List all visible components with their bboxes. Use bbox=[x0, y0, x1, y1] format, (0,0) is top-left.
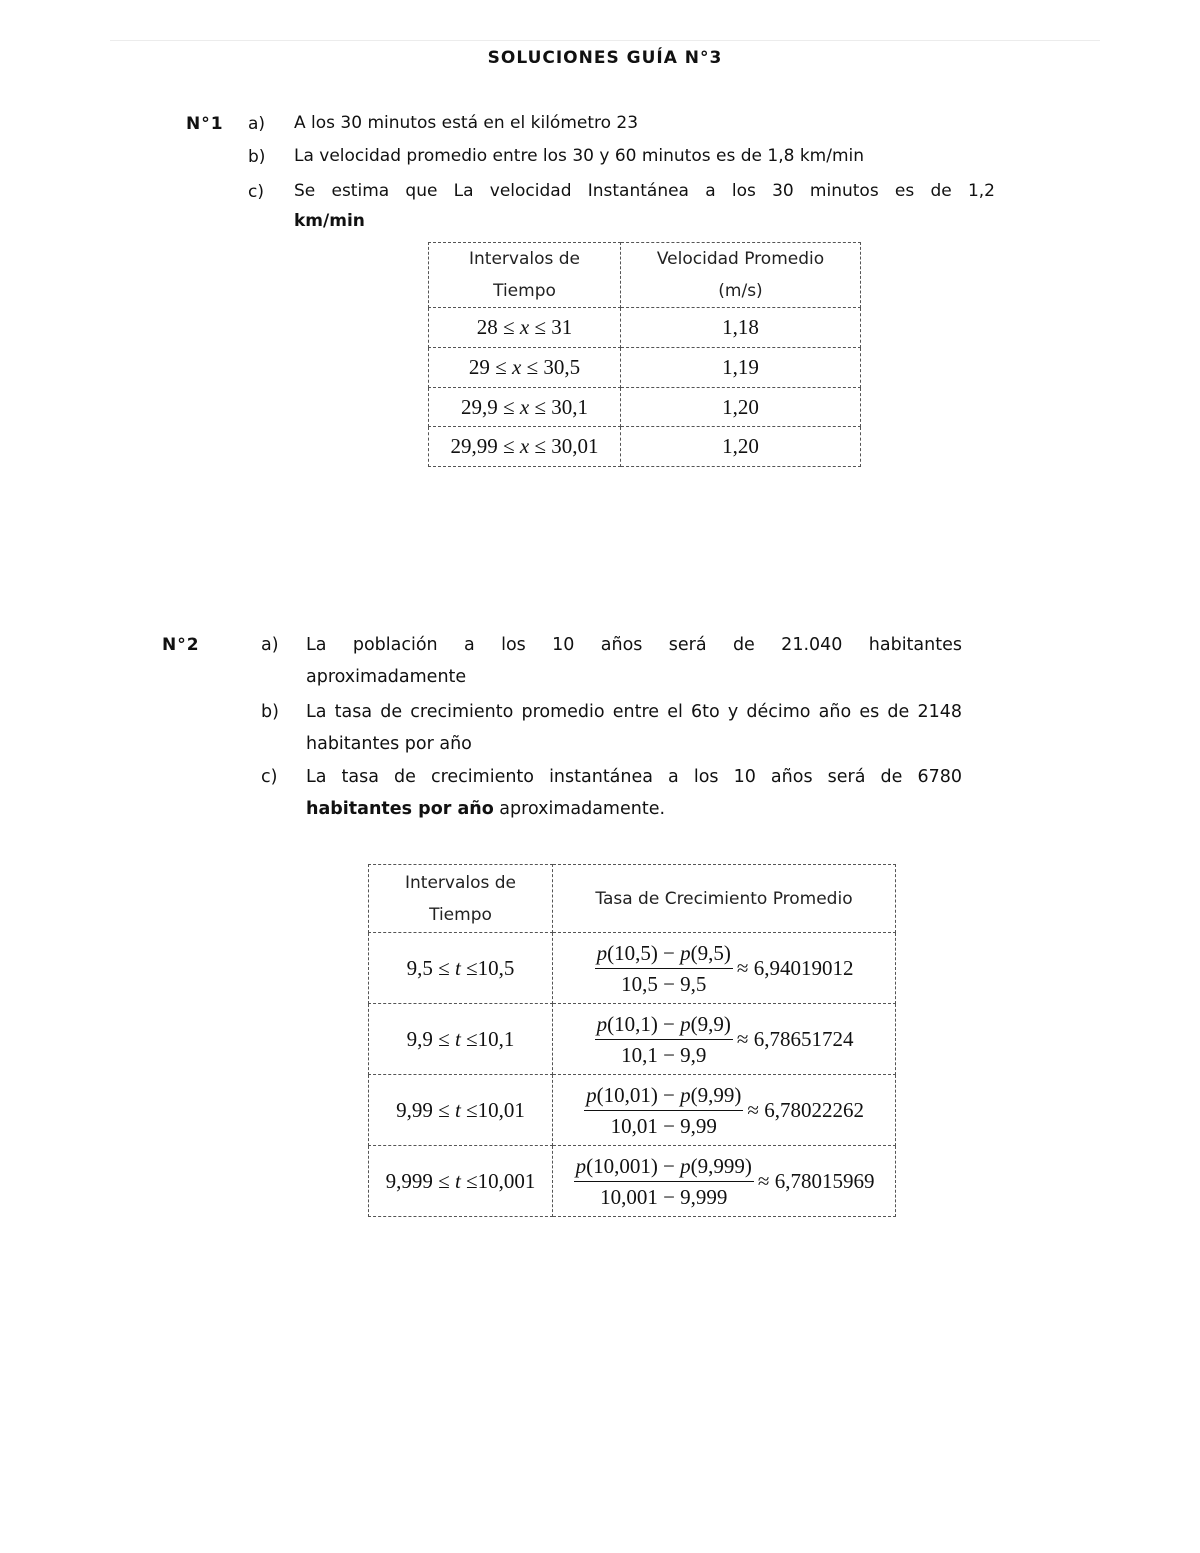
interval-lo: 29,9 bbox=[461, 394, 498, 419]
fraction-numerator: p(10,5) − p(9,5) bbox=[595, 940, 733, 969]
velocity-header-interval-line2: Tiempo bbox=[493, 281, 556, 301]
growth-table-header-row bbox=[369, 865, 896, 933]
table-row bbox=[369, 1004, 896, 1075]
interval-cell: 9,9 ≤ t ≤10,1 bbox=[369, 1004, 553, 1075]
page-title: SOLUCIONES GUÍA N°3 bbox=[487, 48, 723, 68]
section1-item-b-letter: b) bbox=[248, 147, 266, 167]
interval-hi: 10,01 bbox=[477, 1097, 525, 1122]
rate-value: 6,78015969 bbox=[774, 1168, 875, 1193]
section2-item-c-bold: habitantes por año bbox=[306, 799, 494, 819]
rate-fraction bbox=[574, 1153, 754, 1210]
velocity-header-velocity-line1: Velocidad Promedio bbox=[656, 249, 825, 269]
growth-table-header-interval bbox=[369, 865, 553, 933]
rate-fraction bbox=[595, 1011, 733, 1068]
section2-label: N°2 bbox=[162, 635, 200, 655]
rate-cell bbox=[553, 1146, 896, 1217]
interval-cell: 29 ≤ x ≤ 30,5 bbox=[429, 348, 621, 388]
section2-item-b-text bbox=[306, 696, 962, 760]
interval-cell: 9,99 ≤ t ≤10,01 bbox=[369, 1075, 553, 1146]
section2-item-b-line2: habitantes por año bbox=[306, 734, 472, 754]
interval-cell: 9,999 ≤ t ≤10,001 bbox=[369, 1146, 553, 1217]
velocity-table-header-velocity bbox=[621, 243, 861, 308]
rate-cell bbox=[553, 1075, 896, 1146]
velocity-header-interval-line1: Intervalos de bbox=[468, 249, 580, 269]
section2-item-c-line1: La tasa de crecimiento instantánea a los 10 años será de 6780 bbox=[306, 767, 962, 787]
section2-item-c-text bbox=[306, 761, 962, 825]
fraction-numerator: p(10,001) − p(9,999) bbox=[574, 1153, 754, 1182]
section1-item-a-letter: a) bbox=[248, 114, 266, 134]
interval-lo: 29 bbox=[468, 355, 490, 379]
rate-fraction bbox=[584, 1082, 743, 1139]
velocity-table bbox=[428, 242, 861, 467]
section2-item-a-letter: a) bbox=[261, 635, 279, 655]
section2-item-c-rest: aproximadamente. bbox=[493, 799, 666, 819]
num-b: 9,999 bbox=[697, 1153, 745, 1178]
section1-label: N°1 bbox=[186, 114, 224, 134]
approx-sign: ≈ bbox=[747, 1097, 759, 1122]
num-b: 9,99 bbox=[697, 1082, 735, 1107]
approx-sign: ≈ bbox=[736, 955, 749, 980]
interval-lo: 9,5 bbox=[406, 955, 433, 980]
approx-sign: ≈ bbox=[736, 1026, 749, 1051]
growth-header-interval-line1: Intervalos de bbox=[404, 872, 516, 893]
table-row bbox=[369, 1146, 896, 1217]
table-row bbox=[429, 427, 861, 467]
section2-item-c-line2 bbox=[306, 793, 962, 825]
section1-item-c-line1: Se estima que La velocidad Instantánea a los 30 minutos es de 1,2 bbox=[294, 181, 995, 201]
section1-item-b-text bbox=[294, 140, 994, 172]
num-a: 10,5 bbox=[614, 940, 651, 965]
fraction-numerator: p(10,1) − p(9,9) bbox=[595, 1011, 733, 1040]
interval-hi: 10,1 bbox=[477, 1026, 515, 1051]
velocity-value: 1,20 bbox=[621, 388, 861, 427]
section2-item-a-line2: aproximadamente bbox=[306, 667, 467, 687]
velocity-table-header-interval bbox=[429, 243, 621, 308]
section1-item-c-line2: km/min bbox=[294, 211, 365, 231]
section1-item-a-text bbox=[294, 107, 994, 139]
section2-item-a-line1: La población a los 10 años será de 21.040 habitantes bbox=[306, 635, 962, 655]
section2-item-c-letter: c) bbox=[261, 767, 278, 787]
rate-value: 6,94019012 bbox=[753, 955, 854, 980]
rate-value: 6,78022262 bbox=[764, 1097, 864, 1122]
interval-hi: 30,01 bbox=[551, 434, 599, 458]
section2-item-b-line1: La tasa de crecimiento promedio entre el 6to y décimo año es de 2148 bbox=[306, 702, 962, 722]
section2-item-a-text bbox=[306, 629, 962, 693]
table-row bbox=[369, 1075, 896, 1146]
fraction-denominator: 10,01 − 9,99 bbox=[610, 1113, 717, 1138]
interval-hi: 10,5 bbox=[477, 955, 515, 980]
interval-hi: 10,001 bbox=[477, 1168, 536, 1193]
num-a: 10,1 bbox=[614, 1011, 651, 1036]
section1-item-a-line: A los 30 minutos está en el kilómetro 23 bbox=[294, 113, 639, 133]
growth-header-interval-line2: Tiempo bbox=[429, 904, 492, 925]
section1-item-c-letter: c) bbox=[248, 182, 264, 202]
approx-sign: ≈ bbox=[757, 1168, 770, 1193]
num-a: 10,001 bbox=[593, 1153, 651, 1178]
interval-hi: 31 bbox=[551, 315, 573, 339]
interval-lo: 28 bbox=[476, 315, 498, 339]
num-b: 9,5 bbox=[697, 940, 724, 965]
velocity-value: 1,19 bbox=[621, 348, 861, 388]
fraction-numerator: p(10,01) − p(9,99) bbox=[584, 1082, 743, 1111]
growth-rate-table bbox=[368, 864, 896, 1217]
rate-fraction bbox=[595, 940, 733, 997]
interval-cell: 29,99 ≤ x ≤ 30,01 bbox=[429, 427, 621, 467]
rate-value: 6,78651724 bbox=[753, 1026, 854, 1051]
fraction-denominator: 10,001 − 9,999 bbox=[600, 1184, 728, 1209]
velocity-header-velocity-line2: (m/s) bbox=[718, 281, 763, 301]
interval-lo: 9,99 bbox=[396, 1097, 433, 1122]
velocity-value: 1,20 bbox=[621, 427, 861, 467]
fraction-denominator: 10,1 − 9,9 bbox=[621, 1042, 707, 1067]
table-row bbox=[429, 348, 861, 388]
interval-cell: 9,5 ≤ t ≤10,5 bbox=[369, 933, 553, 1004]
section2-item-b-letter: b) bbox=[261, 702, 279, 722]
velocity-table-header-row bbox=[429, 243, 861, 308]
rate-cell bbox=[553, 933, 896, 1004]
interval-lo: 29,99 bbox=[450, 434, 498, 458]
table-row bbox=[369, 933, 896, 1004]
section1-item-b-line: La velocidad promedio entre los 30 y 60 minutos es de 1,8 km/min bbox=[294, 146, 865, 166]
interval-lo: 9,9 bbox=[406, 1026, 433, 1051]
interval-hi: 30,1 bbox=[551, 394, 588, 419]
table-row bbox=[429, 388, 861, 427]
interval-cell: 28 ≤ x ≤ 31 bbox=[429, 308, 621, 348]
interval-cell: 29,9 ≤ x ≤ 30,1 bbox=[429, 388, 621, 427]
fraction-denominator: 10,5 − 9,5 bbox=[621, 971, 707, 996]
interval-lo: 9,999 bbox=[385, 1168, 433, 1193]
growth-table-header-rate: Tasa de Crecimiento Promedio bbox=[553, 865, 896, 933]
num-a: 10,01 bbox=[603, 1082, 651, 1107]
num-b: 9,9 bbox=[697, 1011, 724, 1036]
page-top-rule bbox=[110, 40, 1100, 41]
interval-hi: 30,5 bbox=[543, 355, 581, 379]
table-row bbox=[429, 308, 861, 348]
velocity-value: 1,18 bbox=[621, 308, 861, 348]
section1-item-c-text bbox=[294, 175, 995, 237]
rate-cell bbox=[553, 1004, 896, 1075]
